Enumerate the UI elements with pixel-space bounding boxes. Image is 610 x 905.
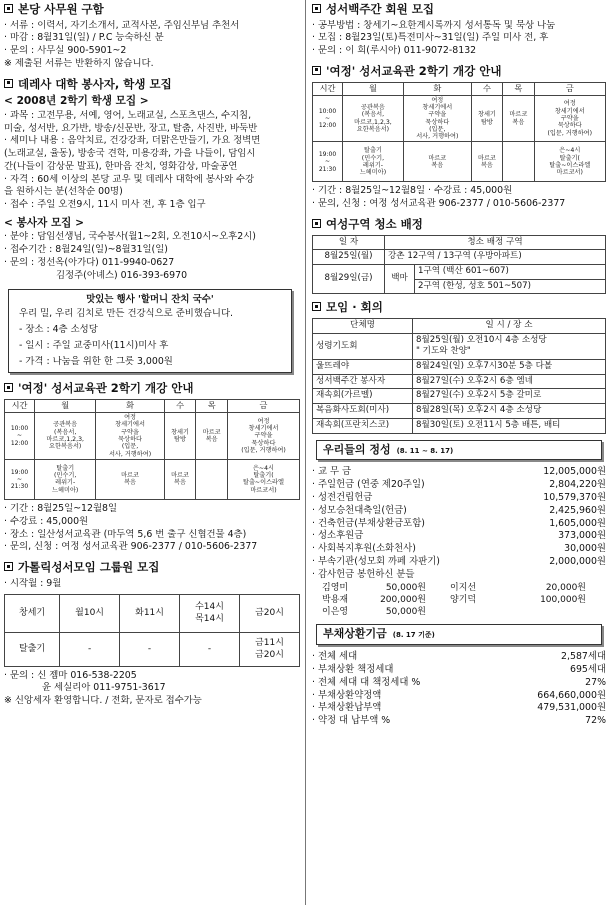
volunteer-subheading: < 봉사자 모집 > — [4, 217, 84, 230]
info-line: 간(나들이 감상문 발표), 한마음 잔치, 영화감상, 마술공연 — [4, 160, 238, 172]
info-line: (노래교실, 율동), 방송국 견학, 미용강좌, 가을 나들이, 담임시 — [4, 148, 256, 160]
info-line: · 분야 : 담임선생님, 국수봉사(월1~2회, 오전10시~오후2시) — [4, 231, 256, 243]
bible-group-section — [4, 560, 300, 708]
info-line: · 접수기간 : 8월24일(일)~8월31일(일) — [4, 244, 168, 256]
noodle-event-box — [8, 289, 292, 374]
time-cell: 10:00 ~ 12:00 — [313, 95, 343, 142]
offering-row: · 건축헌금(부채상환금포함) 1,605,000원 — [312, 518, 606, 531]
section-heading: 데레사 대학 봉사자, 학생 모집 — [4, 77, 300, 93]
square-bullet-icon — [4, 383, 13, 392]
square-bullet-icon — [312, 219, 321, 228]
section-heading: '여정' 성서교육관 2학기 개강 안내 — [312, 64, 606, 80]
table-cell: 8월27일(수) 오후2시 5층 갈미로 — [413, 389, 606, 404]
table-header: 월 — [35, 400, 96, 413]
info-line: 김정주(아녜스) 016-393-6970 — [56, 269, 188, 281]
table-cell: 마르코 복음 — [196, 413, 228, 460]
table-cell: 여정 창세기에서 구약을 묵상하다 (입문, 서사, 거행하여) — [96, 413, 164, 460]
table-cell: 8월25일(월) — [313, 250, 385, 265]
table-header: 화 — [403, 82, 471, 95]
info-line: · 기간 : 8월25일~12월8일 · 수강료 : 45,000원 — [312, 185, 513, 197]
info-line: · 접수 : 주일 오전9시, 11시 미사 전, 후 1층 입구 — [4, 199, 206, 211]
student-subheading: < 2008년 2학기 학생 모집 > — [4, 95, 149, 108]
info-line: · 세미나 내용 : 음악치료, 건강강좌, 더맑은만들기, 가요 정벽면 — [4, 135, 261, 147]
debt-row: · 약정 대 납부액 % 72% — [312, 715, 606, 728]
section-heading: 모임 · 회의 — [312, 300, 606, 316]
info-line: · 시작월 : 9월 — [4, 577, 62, 589]
table-cell: 마르코 복음 — [503, 95, 534, 142]
donor-list — [312, 582, 606, 619]
table-header: 월 — [343, 82, 404, 95]
info-line: 을 원하시는 분(선착순 00명) — [4, 186, 123, 198]
table-header: 수 — [471, 82, 502, 95]
offering-row: · 성소후원금 373,000원 — [312, 530, 606, 543]
square-bullet-icon — [312, 302, 321, 311]
table-cell: 공관복음 (복음서, 마르코,1,2,3, 요한복음서) — [35, 413, 96, 460]
table-cell — [503, 142, 534, 182]
office-staff-section — [4, 2, 300, 71]
meetings-section — [312, 300, 606, 433]
square-bullet-icon — [312, 66, 321, 75]
info-line: · 문의 : 사무실 900-5901~2 — [4, 45, 127, 57]
table-cell: - — [180, 632, 240, 666]
table-cell: - — [60, 632, 120, 666]
debt-heading: 부채상환기금 (8. 17 기준) — [316, 624, 602, 645]
table-cell: 8월24일(일) 오후7시30분 5층 다볼 — [413, 360, 606, 375]
table-cell: 탈출기 — [5, 632, 60, 666]
table-header: 화 — [96, 400, 164, 413]
table-cell: 1구역 (백산 601~607) — [415, 265, 606, 280]
table-cell: 8월30일(토) 오전11시 5층 배튼, 배티 — [413, 418, 606, 433]
info-line: · 공부방법 : 창세기~요한계시록까지 성서통독 및 묵상 나눔 — [312, 19, 556, 31]
info-line: 윤 세실리아 011-9751-3617 — [42, 682, 166, 694]
note-line: ※ 제출된 서류는 반환하지 않습니다. — [4, 57, 154, 69]
column-divider — [305, 0, 306, 905]
square-bullet-icon — [4, 79, 13, 88]
time-cell: 10:00 ~ 12:00 — [5, 413, 35, 460]
section-heading: 본당 사무원 구함 — [4, 2, 300, 18]
info-line: - 장소 : 4층 소성당 — [19, 324, 98, 336]
table-header: 시간 — [313, 82, 343, 95]
table-cell: 여정 창세기에서 구약을 묵상하다 (입문, 거행하여) — [228, 413, 300, 460]
right-column — [312, 0, 606, 734]
debt-row: · 부채상환납부액 479,531,000원 — [312, 702, 606, 715]
info-line: - 가격 : 나눔을 위한 한 그릇 3,000원 — [19, 355, 173, 367]
table-cell: 재속회(프란치스코) — [313, 418, 413, 433]
table-cell: 2구역 (한성, 성호 501~507) — [415, 279, 606, 294]
table-cell: 은~4시 탈출기( 탈출~이스라엘 마르코서) — [228, 459, 300, 499]
square-bullet-icon — [4, 4, 13, 13]
section-heading: 성서백주간 회원 모집 — [312, 2, 606, 18]
table-cell: 창세기 — [5, 594, 60, 632]
debt-section — [312, 624, 606, 728]
donor-row: 김영미 50,000원 이지선 20,000원 — [322, 582, 586, 593]
table-cell: 화11시 — [120, 594, 180, 632]
note-line: ※ 신앙세자 환영합니다. / 전화, 문자로 접수가능 — [4, 695, 202, 707]
donor-row: 이은영 50,000원 — [322, 606, 426, 617]
table-cell: 월10시 — [60, 594, 120, 632]
table-header: 금 — [228, 400, 300, 413]
info-line: 미술, 성서반, 요가반, 방송/신문반, 장고, 탈춤, 사진반, 바둑반 — [4, 122, 258, 134]
table-cell: - — [120, 632, 180, 666]
debt-row: · 전체 세대 대 책정세대 % 27% — [312, 677, 606, 690]
offerings-heading: 우리들의 정성 (8. 11 ~ 8. 17) — [316, 440, 602, 461]
offering-row: · 주일헌금 (연중 제20주일) 2,804,220원 — [312, 479, 606, 492]
offering-row: · 성전건립헌금 10,579,370원 — [312, 492, 606, 505]
table-cell: 금11시 금20시 — [240, 632, 300, 666]
table-header: 수 — [164, 400, 196, 413]
schedule-table — [4, 399, 300, 500]
info-line: · 문의 : 이 희(루시아) 011-9072-8132 — [312, 45, 477, 57]
table-cell: 울뜨레야 — [313, 360, 413, 375]
info-line: · 마감 : 8월31일(일) / P.C 능숙하신 분 — [4, 32, 164, 44]
info-line: · 문의 : 신 젬마 016-538-2205 — [4, 669, 137, 681]
table-cell: 탈출기 (민수기, 레위기- 느헤미아) — [35, 459, 96, 499]
table-cell: 성령기도회 — [313, 333, 413, 359]
table-cell: 8월25일(월) 오전10시 4층 소성당 " 기도와 찬양" — [413, 333, 606, 359]
table-cell: 탈출기 (민수기, 레위기- 느헤미아) — [343, 142, 404, 182]
table-cell: 은~4시 탈출기( 탈출~이스라엘 마르코서) — [534, 142, 605, 182]
table-header: 단체명 — [313, 319, 413, 334]
table-cell: 금20시 — [240, 594, 300, 632]
table-cell: 여정 창세기에서 구약을 묵상하다 (입문, 서사, 거행하여) — [403, 95, 471, 142]
square-bullet-icon — [4, 562, 13, 571]
box-title: 맛있는 행사 '할머니 잔치 국수' — [86, 293, 214, 305]
section-heading: 가톨릭성서모임 그룹원 모집 — [4, 560, 300, 576]
square-bullet-icon — [312, 4, 321, 13]
table-cell: 마르코 복음 — [471, 142, 502, 182]
schedule-table — [312, 82, 606, 183]
table-header: 목 — [196, 400, 228, 413]
offering-row: · 부속기관(성모회 까페 자판기) 2,000,000원 — [312, 556, 606, 569]
table-cell: 성서백주간 봉사자 — [313, 374, 413, 389]
donor-row: 박용재 200,000원 양기덕 100,000원 — [322, 594, 586, 605]
table-cell: 수14시 목14시 — [180, 594, 240, 632]
table-cell: 여정 창세기에서 구약을 묵상하다 (입문, 거행하여) — [534, 95, 605, 142]
table-header: 목 — [503, 82, 534, 95]
table-header: 금 — [534, 82, 605, 95]
time-cell: 19:00 ~ 21:30 — [313, 142, 343, 182]
table-header: 일 시 / 장 소 — [413, 319, 606, 334]
debt-row: · 전체 세대 2,587세대 — [312, 651, 606, 664]
info-line: · 문의, 신청 : 여정 성서교육관 906-2377 / 010-5606-2377 — [4, 541, 258, 553]
offering-row: · 사회복지후원(소화천사) 30,000원 — [312, 543, 606, 556]
left-column — [4, 0, 300, 714]
table-header: 청소 배정 구역 — [385, 235, 606, 250]
offerings-section — [312, 440, 606, 619]
time-cell: 19:00 ~ 21:30 — [5, 459, 35, 499]
volunteer-section — [4, 77, 300, 283]
info-line: · 문의 : 정선옥(아가다) 011-9940-0627 — [4, 257, 175, 268]
info-line: · 자격 : 60세 이상의 본당 교우 및 데레사 대학에 봉사와 수강 — [4, 173, 255, 185]
meetings-table — [312, 318, 606, 434]
table-cell: 마르코 복음 — [403, 142, 471, 182]
table-cell: 8월28일(목) 오후2시 4층 소성당 — [413, 404, 606, 419]
table-cell: 창세기 탐방 — [471, 95, 502, 142]
info-line: · 수강료 : 45,000원 — [4, 515, 89, 527]
table-cell: 강촌 12구역 / 13구역 (우방아파트) — [385, 250, 606, 265]
section-heading: 여성구역 청소 배정 — [312, 217, 606, 233]
table-cell: 마르코 복음 — [96, 459, 164, 499]
bible-school-section — [4, 381, 300, 554]
info-line: - 일시 : 주일 교중미사(11시)미사 후 — [19, 339, 169, 351]
group-table — [4, 594, 300, 667]
table-cell: 재속회(가르멜) — [313, 389, 413, 404]
info-line: · 문의, 신청 : 여정 성서교육관 906-2377 / 010-5606-2377 — [312, 198, 566, 210]
info-line: · 기간 : 8월25일~12월8일 — [4, 502, 118, 514]
debt-row: · 부채상환약정액 664,660,000원 — [312, 690, 606, 703]
info-line: · 장소 : 일산성서교육관 (마두역 5,6 번 출구 신협건물 4층) — [4, 528, 247, 540]
info-line: · 과목 : 고전무용, 서예, 영어, 노래교실, 스포츠댄스, 수지침, — [4, 109, 252, 121]
table-cell: 8월29일(금) — [313, 265, 385, 294]
table-cell: 백마 — [385, 265, 415, 294]
table-header: 일 자 — [313, 235, 385, 250]
table-cell: 공관복음 (복음서, 마르코,1,2,3, 요한복음서) — [343, 95, 404, 142]
cleaning-section — [312, 217, 606, 294]
table-cell: 복음화사도회(미사) — [313, 404, 413, 419]
table-cell: 창세기 탐방 — [164, 413, 196, 460]
section-heading: '여정' 성서교육관 2학기 개강 안내 — [4, 381, 300, 397]
info-line: · 서류 : 이력서, 자기소개서, 교적사본, 주임신부님 추천서 — [4, 19, 240, 31]
offering-row: · 감사헌금 봉헌하신 분들 — [312, 569, 606, 582]
table-cell — [196, 459, 228, 499]
table-cell: 마르코 복음 — [164, 459, 196, 499]
bible-week-section — [312, 2, 606, 58]
table-header: 시간 — [5, 400, 35, 413]
debt-row: · 부채상환 책정세대 695세대 — [312, 664, 606, 677]
table-cell: 8월27일(수) 오후2시 6층 엠네 — [413, 374, 606, 389]
bible-school-section-2 — [312, 64, 606, 211]
cleaning-table — [312, 235, 606, 295]
offering-row: · 성모승천대축일(헌금) 2,425,960원 — [312, 505, 606, 518]
info-line: 우리 밀, 우리 김치로 만든 건강식으로 준비했습니다. — [19, 308, 234, 320]
info-line: · 모집 : 8월23일(토)특전미사~31일(일) 주일 미사 전, 후 — [312, 32, 549, 44]
offering-row: · 교 무 금 12,005,000원 — [312, 466, 606, 479]
